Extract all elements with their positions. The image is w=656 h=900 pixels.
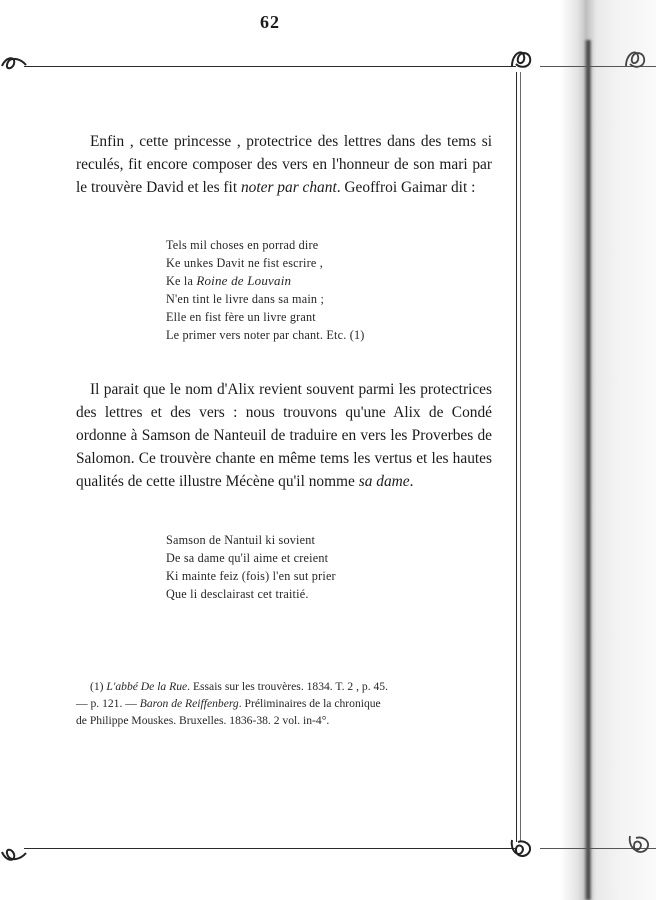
page-number: 62 bbox=[260, 12, 280, 32]
corner-ornament-far-bottom-right bbox=[624, 832, 652, 858]
paragraph-1 bbox=[76, 130, 492, 199]
verse-line: Le primer vers noter par chant. Etc. (1) bbox=[166, 328, 365, 342]
frame-right-line-inner bbox=[520, 72, 521, 842]
verse-line: Ki mainte feiz (fois) l'en sut prier bbox=[166, 569, 336, 583]
footnote bbox=[76, 678, 496, 729]
corner-ornament-bottom-right bbox=[506, 836, 534, 862]
footnote-marker: (1) bbox=[90, 680, 107, 693]
frame-right-line bbox=[516, 72, 517, 842]
footnote-author-2: Baron de Reiffenberg bbox=[139, 697, 239, 710]
frame-bottom-line bbox=[24, 848, 516, 849]
verse-line: Ke unkes Davit ne fist escrire , bbox=[166, 256, 324, 270]
corner-ornament-top-left bbox=[0, 52, 28, 78]
footnote-line-1 bbox=[76, 678, 496, 695]
verse-line bbox=[166, 272, 466, 290]
footnote-citation-1: . Essais sur les trouvères. 1834. T. 2 , p. 45. bbox=[187, 680, 388, 693]
footnote-citation-2: . Préliminaires de la chronique bbox=[238, 697, 381, 710]
paragraph-1-end: . Geoffroi Gaimar dit : bbox=[336, 179, 476, 196]
corner-ornament-top-right bbox=[508, 46, 536, 72]
verse-line: Tels mil choses en porrad dire bbox=[166, 238, 319, 252]
paragraph-1-emphasis: noter par chant bbox=[240, 179, 337, 196]
paragraph-2 bbox=[76, 378, 492, 493]
corner-ornament-far-top-right bbox=[622, 46, 650, 72]
verse-2 bbox=[166, 531, 466, 603]
paragraph-1-text: Enfin , cette princesse , protectrice des lettres dans des tems si reculés, fit encore composer des vers en l'honneur de son mari par le trouvère David et les fit bbox=[76, 133, 492, 196]
paragraph-2-end: . bbox=[409, 473, 414, 490]
binding-shadow bbox=[584, 40, 592, 900]
verse-line: Samson de Nantuil ki sovient bbox=[166, 533, 316, 547]
page-gutter-shadow bbox=[560, 0, 656, 900]
verse-line-start: Ke la bbox=[166, 274, 197, 288]
footnote-line-2 bbox=[76, 695, 496, 712]
corner-ornament-bottom-left bbox=[0, 840, 28, 866]
paragraph-2-text: Il parait que le nom d'Alix revient souvent parmi les protectrices des lettres et des vers : nous trouvons qu'une Alix de Condé ordonne à Samson de Nanteuil de traduire en vers les Proverbes de Salomon. Ce trouvère chante en même tems les vertus et les hautes qualités de cette illustre Mécène qu'il nomme bbox=[76, 381, 492, 490]
verse-italic-phrase: Roine de Louvain bbox=[196, 273, 292, 288]
verse-line: Que li desclairast cet traitié. bbox=[166, 587, 309, 601]
verse-line: De sa dame qu'il aime et creient bbox=[166, 551, 329, 565]
verse-line: N'en tint le livre dans sa main ; bbox=[166, 292, 325, 306]
footnote-page-ref: — p. 121. — bbox=[76, 697, 140, 710]
verse-1 bbox=[166, 236, 466, 344]
verse-line: Elle en fist fère un livre grant bbox=[166, 310, 316, 324]
frame-top-line bbox=[24, 66, 516, 67]
paragraph-2-emphasis: sa dame bbox=[358, 473, 410, 490]
footnote-author-1: L'abbé De la Rue bbox=[106, 680, 188, 693]
footnote-line-3: de Philippe Mouskes. Bruxelles. 1836-38. 2 vol. in-4°. bbox=[76, 714, 330, 727]
